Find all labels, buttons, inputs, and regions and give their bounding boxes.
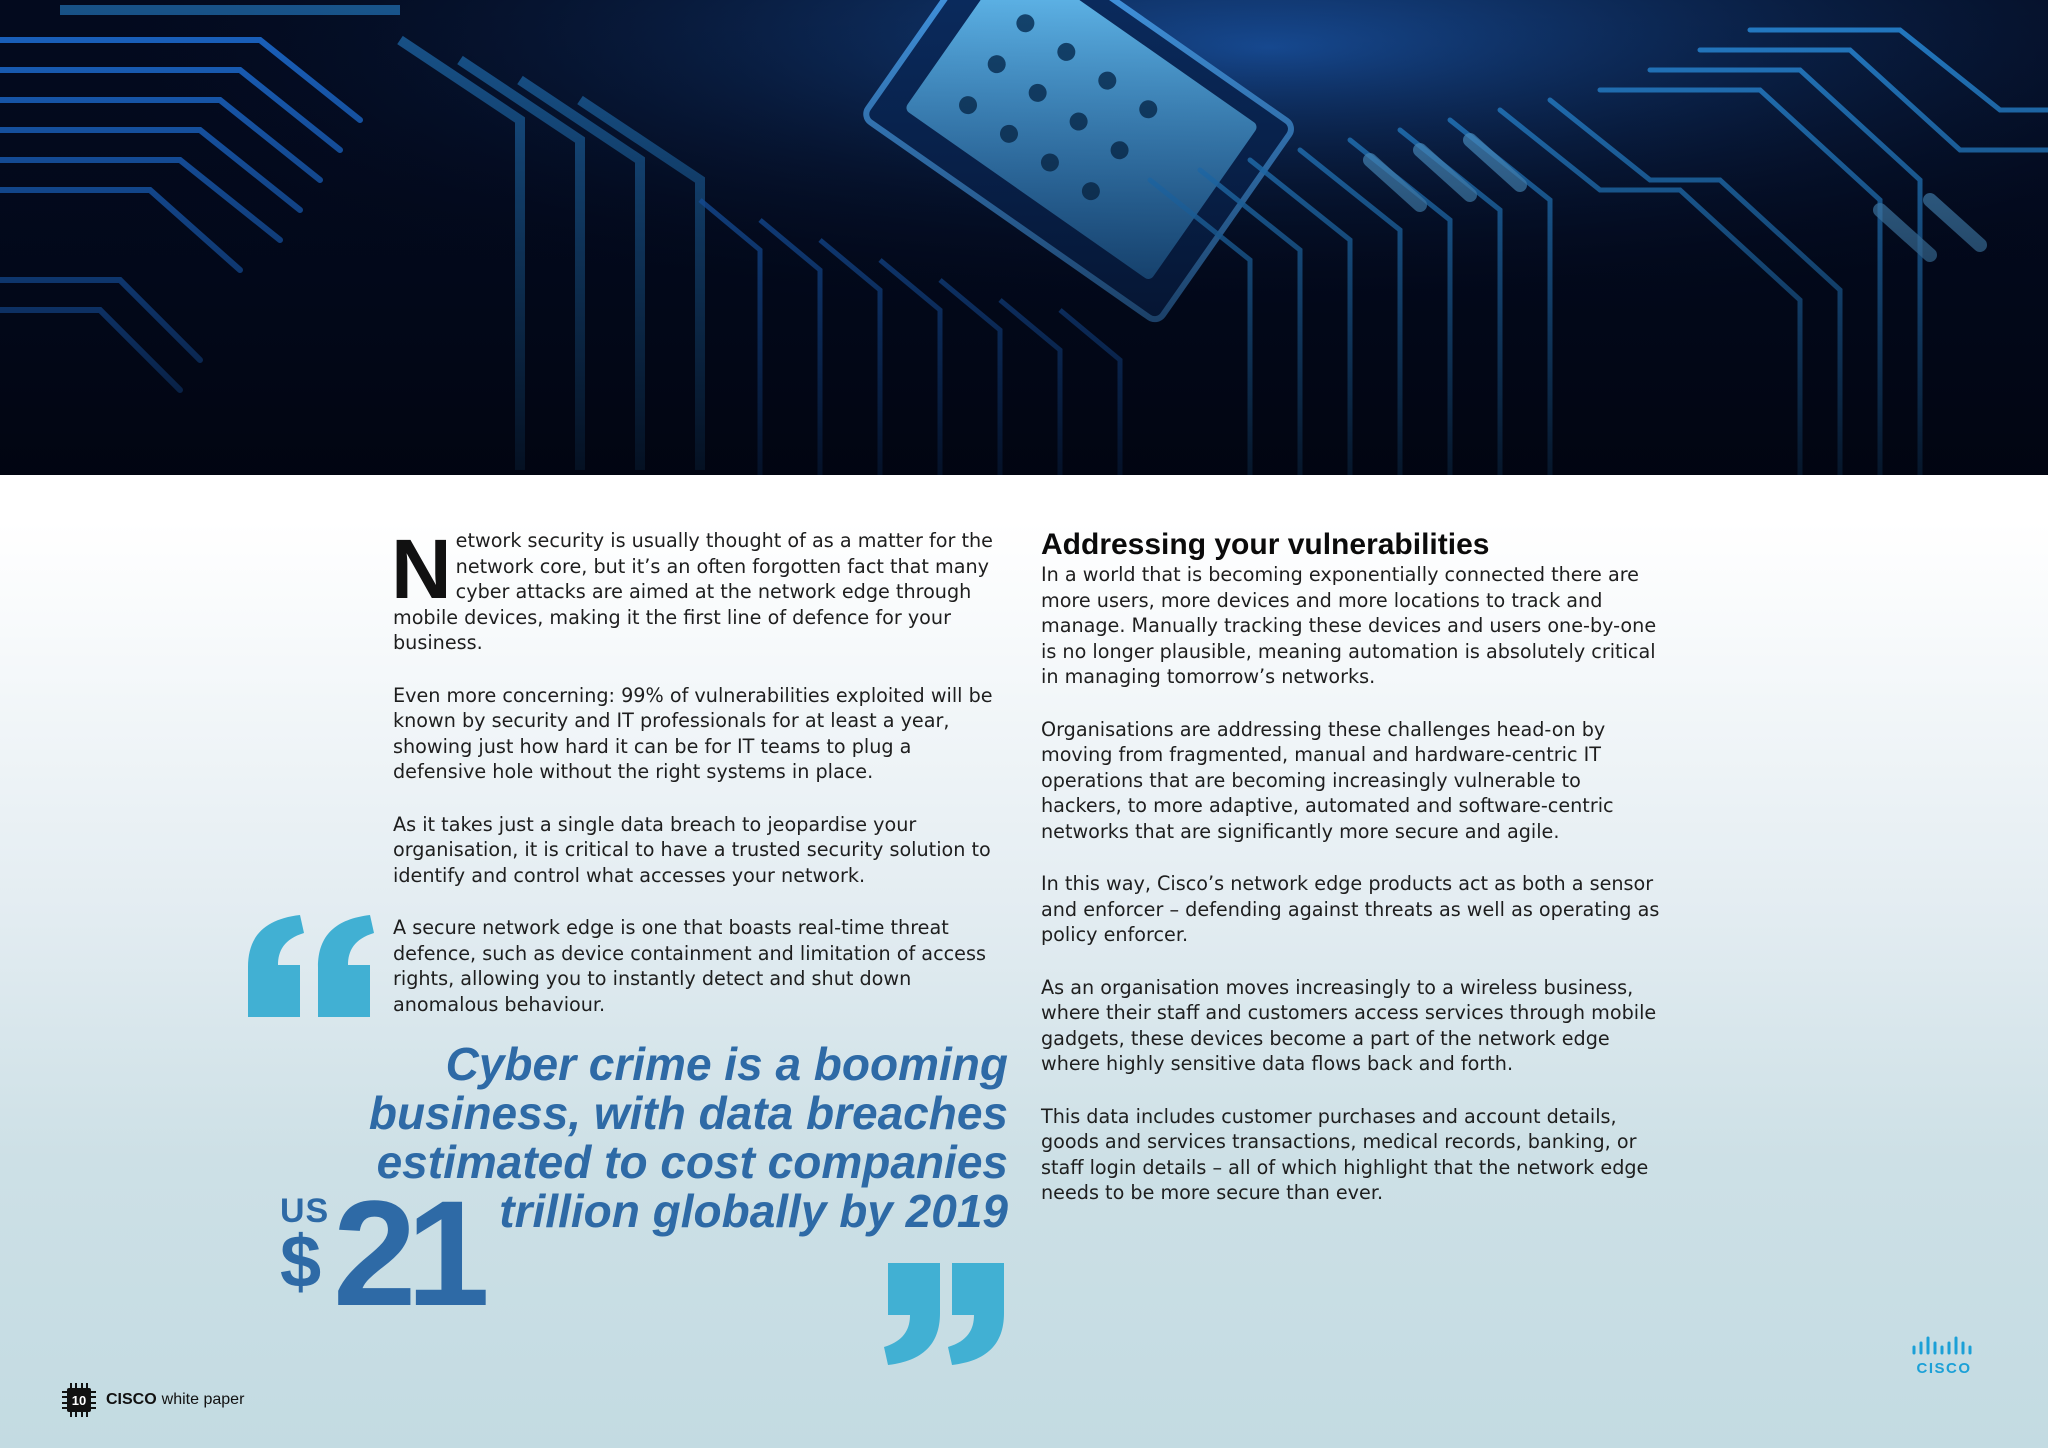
page-footer (62, 1382, 244, 1418)
body-paragraph: Even more concerning: 99% of vulnerabilities exploited will be known by security and IT professionals for at least a year, showing just how hard it can be for IT teams to plug a defensive hole without the right systems in place. (393, 683, 993, 783)
left-column (391, 522, 1008, 1044)
body-paragraph: Organisations are addressing these challenges head-on by moving from fragmented, manual and hardware-centric IT operations that are becoming increasingly vulnerable to hackers, to more adaptive, automated and software-centric networks that are significantly more secure and agile. (1041, 717, 1614, 843)
stat-prefix: US (280, 1192, 330, 1230)
body-paragraph: This data includes customer purchases and account details, goods and services transactions, medical records, banking, or staff login details – all of which highlight that the network edge needs to be more secure than ever. (1041, 1104, 1649, 1204)
close-quote-icon (884, 1263, 1008, 1369)
pull-quote-line: estimated to cost companies (376, 1136, 1008, 1188)
body-paragraph: In a world that is becoming exponentially connected there are more users, more devices and more locations to track and manage. Manually tracking these devices and users one-by-one is no longer plausible, meaning automation is absolutely critical in managing tomorrow’s networks. (1041, 563, 1657, 688)
intro-text: etwork security is usually thought of as a matter for the network core, but it’s an often forgotten fact that many cyber attacks are aimed at the network edge through mobile devices, making it the first line of defence for your business. (393, 529, 993, 654)
intro-paragraph (391, 522, 1008, 656)
stat-value: 21 (333, 1169, 480, 1337)
section-heading: Addressing your vulnerabilities (1041, 528, 1490, 561)
footer-brand: CISCO (106, 1391, 157, 1408)
body-paragraph: In this way, Cisco’s network edge products act as both a sensor and enforcer – defending against threats as well as operating as policy enforcer. (1041, 872, 1660, 946)
drop-cap: N (391, 522, 452, 616)
pull-quote-line: Cyber crime is a booming (445, 1038, 1008, 1090)
cisco-logo (1908, 1336, 1980, 1377)
body-paragraph: A secure network edge is one that boasts real-time threat defence, such as device containment and limitation of access rights, allowing you to instantly detect and shut down anomalous behaviour. (393, 916, 986, 1016)
page-number: 10 (71, 1392, 87, 1408)
pull-quote-line: business, with data breaches (368, 1087, 1008, 1139)
open-quote-icon (248, 915, 378, 1021)
footer-label: white paper (161, 1391, 245, 1408)
hero-image (0, 0, 2048, 475)
cisco-bars-icon (1910, 1336, 1978, 1358)
body-paragraph: As an organisation moves increasingly to a wireless business, where their staff and customers access services through mobile gadgets, these devices become a part of the network edge where highly sensitive data flows back and forth. (1041, 975, 1657, 1075)
right-column (1041, 528, 1661, 1233)
page-number-badge (62, 1383, 96, 1417)
pull-quote-line: trillion globally by 2019 (499, 1185, 1008, 1237)
logo-text: CISCO (1916, 1360, 1972, 1377)
body-paragraph: As it takes just a single data breach to jeopardise your organisation, it is critical to have a trusted security solution to identify and control what accesses your network. (393, 812, 991, 887)
stat-currency: $ (280, 1220, 322, 1303)
circuit-board-image (0, 0, 2048, 475)
